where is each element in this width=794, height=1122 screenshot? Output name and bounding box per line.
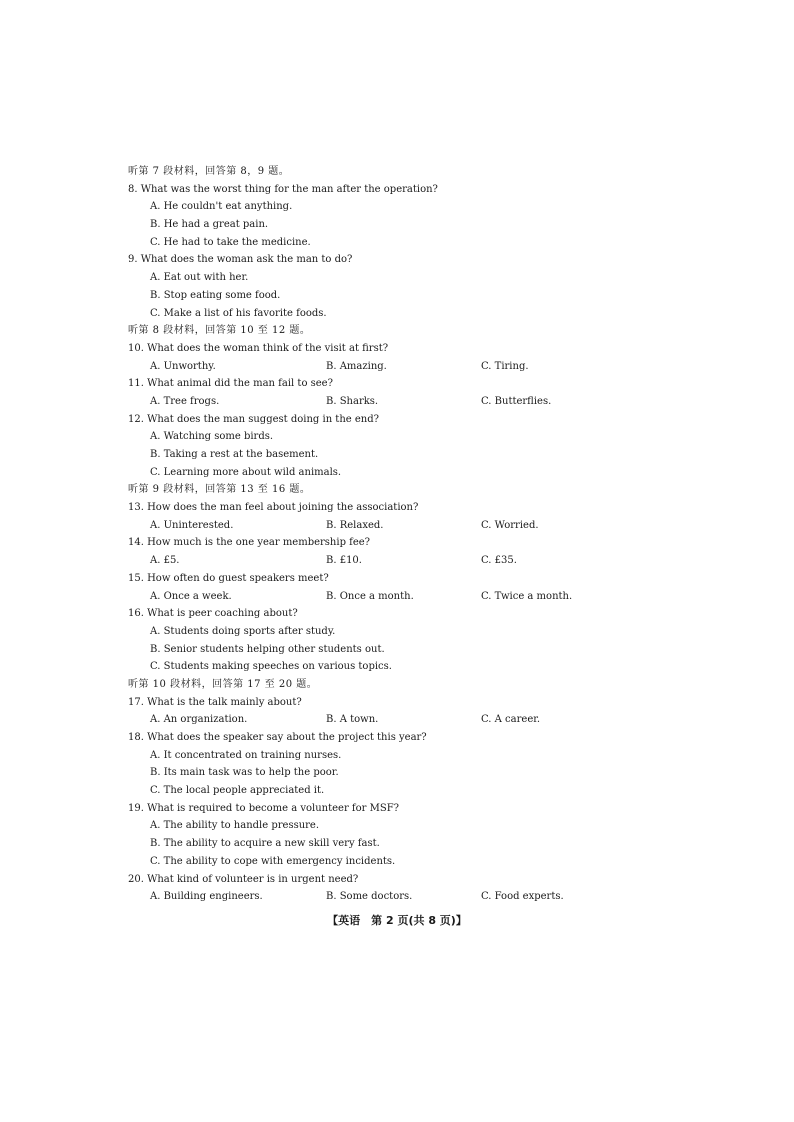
q16-option-b: B. Senior students helping other students out. xyxy=(150,643,385,655)
question-13-stem: 13. How does the man feel about joining the association? xyxy=(128,502,419,514)
q20-option-b: B. Some doctors. xyxy=(326,891,413,903)
q14-option-b: B. £10. xyxy=(326,555,362,567)
q11-option-c: C. Butterflies. xyxy=(481,395,552,407)
q15-option-b: B. Once a month. xyxy=(326,590,414,602)
q14-option-c: C. £35. xyxy=(481,555,517,567)
q14-options xyxy=(128,552,708,570)
q19-option-c: C. The ability to cope with emergency incidents. xyxy=(150,855,396,867)
question-19-stem: 19. What is required to become a volunteer for MSF? xyxy=(128,802,399,814)
q17-option-a: A. An organization. xyxy=(150,714,248,726)
q20-options xyxy=(128,888,708,906)
question-11-stem: 11. What animal did the man fail to see? xyxy=(128,378,333,390)
q8-option-b: B. He had a great pain. xyxy=(150,219,269,231)
q11-option-b: B. Sharks. xyxy=(326,395,379,407)
question-15-stem: 15. How often do guest speakers meet? xyxy=(128,572,329,584)
page-footer: 【英语 第 2 页(共 8 页)】 xyxy=(327,914,467,927)
question-9-stem: 9. What does the woman ask the man to do? xyxy=(128,254,353,266)
q10-options xyxy=(128,358,708,376)
question-14-stem: 14. How much is the one year membership fee? xyxy=(128,537,371,549)
q14-option-a: A. £5. xyxy=(150,555,180,567)
q9-option-a: A. Eat out with her. xyxy=(150,272,249,284)
q18-option-c: C. The local people appreciated it. xyxy=(150,785,325,797)
q13-option-a: A. Uninterested. xyxy=(150,519,234,531)
section-heading: 听第 9 段材料，回答第 13 至 16 题。 xyxy=(128,484,311,496)
section-heading: 听第 7 段材料，回答第 8，9 题。 xyxy=(128,166,290,177)
q8-option-a: A. He couldn't eat anything. xyxy=(150,201,293,213)
q12-option-b: B. Taking a rest at the basement. xyxy=(150,449,319,460)
section-heading: 听第 8 段材料，回答第 10 至 12 题。 xyxy=(128,325,311,337)
q10-option-b: B. Amazing. xyxy=(326,360,387,372)
question-12-stem: 12. What does the man suggest doing in the end? xyxy=(128,413,379,425)
q10-option-a: A. Unworthy. xyxy=(150,360,216,372)
q11-option-a: A. Tree frogs. xyxy=(150,395,220,407)
q11-options xyxy=(128,393,708,411)
q18-option-b: B. Its main task was to help the poor. xyxy=(150,767,339,779)
q15-option-a: A. Once a week. xyxy=(150,590,232,602)
question-20-stem: 20. What kind of volunteer is in urgent need? xyxy=(128,873,359,885)
q17-option-c: C. A career. xyxy=(481,714,541,726)
q13-options xyxy=(128,517,708,535)
q13-option-b: B. Relaxed. xyxy=(326,519,384,531)
section-heading: 听第 10 段材料，回答第 17 至 20 题。 xyxy=(128,678,318,690)
question-list xyxy=(128,163,708,906)
q19-option-b: B. The ability to acquire a new skill very fast. xyxy=(150,838,380,850)
q16-option-a: A. Students doing sports after study. xyxy=(150,625,336,637)
question-10-stem: 10. What does the woman think of the visit at first? xyxy=(128,342,389,354)
q18-option-a: A. It concentrated on training nurses. xyxy=(150,749,342,761)
q10-option-c: C. Tiring. xyxy=(481,360,529,372)
q17-options xyxy=(128,711,708,729)
q15-options xyxy=(128,588,708,606)
question-18-stem: 18. What does the speaker say about the project this year? xyxy=(128,732,427,743)
q17-option-b: B. A town. xyxy=(326,714,379,726)
q9-option-b: B. Stop eating some food. xyxy=(150,289,281,301)
q20-option-c: C. Food experts. xyxy=(481,891,564,903)
q15-option-c: C. Twice a month. xyxy=(481,590,573,602)
question-16-stem: 16. What is peer coaching about? xyxy=(128,608,298,620)
question-17-stem: 17. What is the talk mainly about? xyxy=(128,696,302,708)
q8-option-c: C. He had to take the medicine. xyxy=(150,236,311,248)
q12-option-c: C. Learning more about wild animals. xyxy=(150,466,342,478)
q9-option-c: C. Make a list of his favorite foods. xyxy=(150,307,327,319)
question-8-stem: 8. What was the worst thing for the man after the operation? xyxy=(128,183,438,195)
q13-option-c: C. Worried. xyxy=(481,519,539,531)
q12-option-a: A. Watching some birds. xyxy=(150,431,274,443)
q20-option-a: A. Building engineers. xyxy=(150,891,263,903)
q19-option-a: A. The ability to handle pressure. xyxy=(150,820,320,832)
q16-option-c: C. Students making speeches on various topics. xyxy=(150,661,392,673)
